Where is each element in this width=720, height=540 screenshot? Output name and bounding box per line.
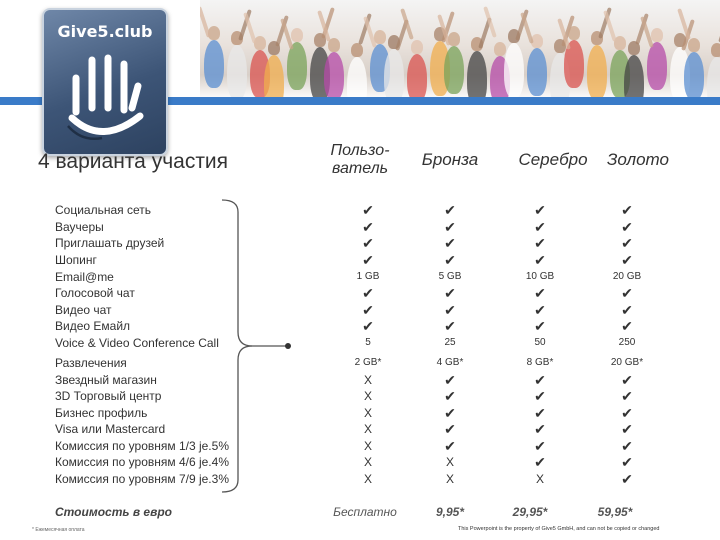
crowd-person-head (254, 36, 266, 50)
cell-value: 20 GB* (610, 357, 644, 368)
check-icon: ✔ (621, 405, 633, 421)
cell-value: 250 (618, 337, 636, 348)
crowd-person-arm (200, 6, 211, 38)
check-icon: ✔ (534, 285, 546, 301)
crowd-person-head (291, 28, 303, 42)
price-gold: 59,95* (597, 505, 633, 519)
check-icon: ✔ (444, 438, 456, 454)
check-icon: ✔ (444, 252, 456, 268)
hand-icon (62, 50, 152, 146)
check-icon: ✔ (534, 405, 546, 421)
crowd-person-head (374, 30, 386, 44)
crowd-person-body (264, 55, 284, 100)
feature-label: Email@me (55, 270, 114, 284)
check-icon: ✔ (444, 285, 456, 301)
crowd-person-body (684, 52, 704, 100)
cross-mark: X (445, 472, 454, 486)
cross-mark: X (363, 439, 372, 453)
price-bronze: 9,95* (435, 505, 465, 519)
header-crowd-photo (200, 0, 720, 100)
cross-mark: X (363, 455, 372, 469)
page-title: 4 варианта участия (38, 150, 229, 173)
price-silver: 29,95* (512, 505, 548, 519)
check-icon: ✔ (534, 454, 546, 470)
crowd-person-head (351, 43, 363, 57)
check-icon: ✔ (621, 318, 633, 334)
column-header-silver: Серебро (518, 150, 588, 169)
logo-text: Give5.club (57, 22, 153, 41)
crowd-person-head (494, 42, 506, 56)
footnote: * Ежемесячная оплата (32, 527, 85, 533)
check-icon: ✔ (362, 252, 374, 268)
price-label: Стоимость в евро (55, 505, 173, 519)
check-icon: ✔ (534, 219, 546, 235)
check-icon: ✔ (621, 252, 633, 268)
cell-value: 10 GB (525, 271, 555, 282)
check-icon: ✔ (621, 388, 633, 404)
cross-mark: X (363, 389, 372, 403)
check-icon: ✔ (444, 202, 456, 218)
check-icon: ✔ (534, 388, 546, 404)
feature-label: Видео чат (55, 303, 112, 317)
crowd-person-head (568, 26, 580, 40)
give5-logo (42, 8, 168, 156)
check-icon: ✔ (621, 285, 633, 301)
feature-label: Развлечения (55, 356, 127, 370)
check-icon: ✔ (444, 388, 456, 404)
feature-label: Комиссия по уровням 4/6 je.4% (55, 455, 229, 469)
crowd-person-head (688, 38, 700, 52)
check-icon: ✔ (362, 219, 374, 235)
check-icon: ✔ (444, 405, 456, 421)
column-header-gold: Золото (607, 150, 669, 169)
check-icon: ✔ (444, 318, 456, 334)
check-icon: ✔ (362, 285, 374, 301)
check-icon: ✔ (444, 235, 456, 251)
check-icon: ✔ (621, 219, 633, 235)
check-icon: ✔ (534, 252, 546, 268)
cell-value: 5 (365, 337, 371, 348)
feature-label: 3D Торговый центр (55, 389, 162, 403)
check-icon: ✔ (621, 438, 633, 454)
check-icon: ✔ (534, 438, 546, 454)
crowd-person-body (347, 57, 367, 100)
feature-label: Видео Емайл (55, 319, 131, 333)
check-icon: ✔ (534, 372, 546, 388)
crowd-person-body (587, 45, 607, 100)
crowd-person-body (467, 51, 487, 100)
feature-label: Звездный магазин (55, 373, 157, 387)
check-icon: ✔ (621, 421, 633, 437)
feature-label: Голосовой чат (55, 286, 135, 300)
crowd-person-head (651, 28, 663, 42)
check-icon: ✔ (621, 471, 633, 487)
cross-mark: X (363, 472, 372, 486)
check-icon: ✔ (444, 372, 456, 388)
crowd-person-body (227, 45, 247, 100)
check-icon: ✔ (362, 235, 374, 251)
check-icon: ✔ (534, 318, 546, 334)
column-header-bronze: Бронза (421, 150, 479, 169)
cell-value: 1 GB (356, 271, 380, 282)
cross-mark: X (363, 373, 372, 387)
cell-value: 4 GB* (436, 357, 464, 368)
cross-mark: X (363, 406, 372, 420)
feature-label: Бизнес профиль (55, 406, 148, 420)
crowd-person-body (324, 52, 344, 100)
crowd-person-body (647, 42, 667, 90)
check-icon: ✔ (362, 302, 374, 318)
copyright-notice: This Powerpoint is the property of Give5 GmbH, and can not be copied or changed (458, 526, 660, 532)
check-icon: ✔ (534, 302, 546, 318)
cell-value: 20 GB (612, 271, 642, 282)
crowd-person-body (624, 55, 644, 100)
check-icon: ✔ (362, 318, 374, 334)
price-user: Бесплатно (333, 505, 397, 519)
feature-label: Комиссия по уровням 7/9 je.3% (55, 472, 229, 486)
crowd-person-body (444, 46, 464, 94)
crowd-person-body (707, 57, 720, 100)
crowd-person-head (411, 40, 423, 54)
crowd-person-body (204, 40, 224, 88)
check-icon: ✔ (444, 421, 456, 437)
feature-label: Комиссия по уровням 1/3 je.5% (55, 439, 229, 453)
check-icon: ✔ (444, 302, 456, 318)
column-header-user: Пользо- ватель (330, 142, 390, 177)
cell-value: 25 (444, 337, 456, 348)
feature-label: Приглашать друзей (55, 236, 165, 250)
check-icon: ✔ (362, 202, 374, 218)
cell-value: 2 GB* (354, 357, 382, 368)
crowd-person-body (407, 54, 427, 100)
cross-mark: X (445, 455, 454, 469)
feature-label: Шопинг (55, 253, 97, 267)
check-icon: ✔ (444, 219, 456, 235)
check-icon: ✔ (621, 202, 633, 218)
check-icon: ✔ (534, 235, 546, 251)
crowd-person-body (504, 43, 524, 98)
cross-mark: X (363, 422, 372, 436)
cell-value: 5 GB (438, 271, 462, 282)
feature-label: Visa или Mastercard (55, 422, 166, 436)
crowd-person-body (384, 49, 404, 100)
check-icon: ✔ (621, 235, 633, 251)
check-icon: ✔ (621, 372, 633, 388)
feature-label: Voice & Video Conference Call (55, 336, 219, 350)
feature-label: Социальная сеть (55, 203, 151, 217)
cross-mark: X (535, 472, 544, 486)
crowd-person-head (711, 43, 720, 57)
group-brackets (222, 198, 302, 498)
check-icon: ✔ (534, 202, 546, 218)
cell-value: 8 GB* (526, 357, 554, 368)
cell-value: 50 (534, 337, 546, 348)
check-icon: ✔ (621, 302, 633, 318)
feature-label: Ваучеры (55, 220, 104, 234)
check-icon: ✔ (534, 421, 546, 437)
check-icon: ✔ (621, 454, 633, 470)
crowd-person-body (527, 48, 547, 96)
